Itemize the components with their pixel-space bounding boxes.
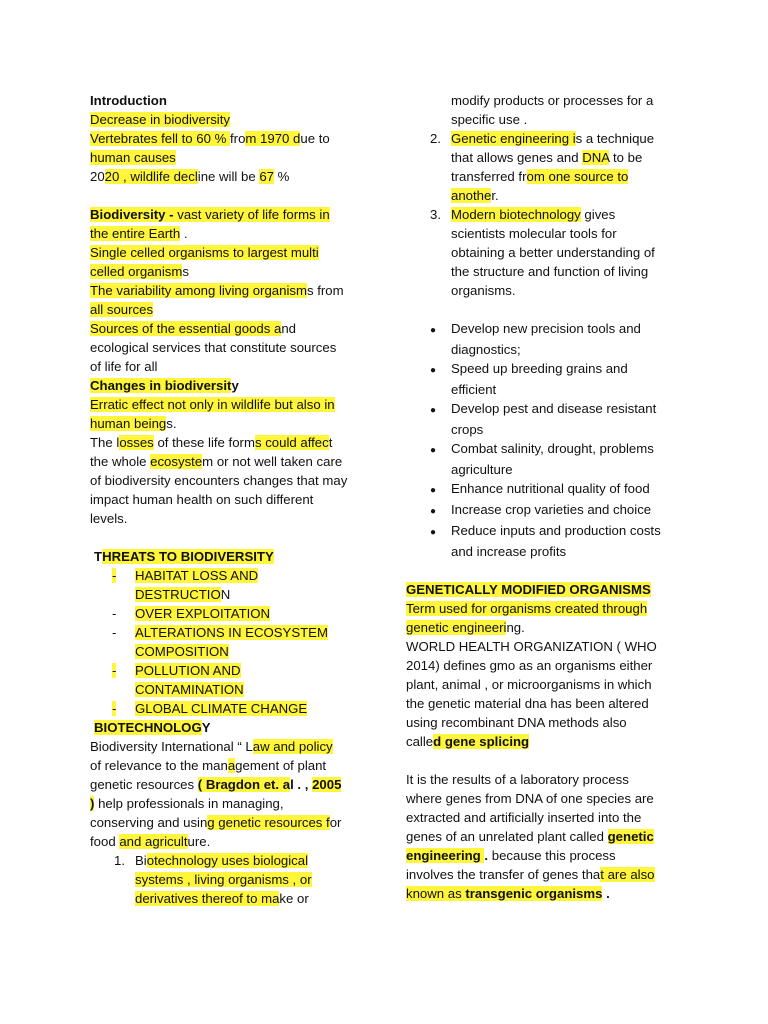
bullet-item-cont: and increase profits [451, 544, 567, 559]
bullet-item: ● Develop pest and disease resistant [406, 399, 686, 420]
bi-line-2: of relevance to the management of plant [90, 758, 327, 773]
bullet-item-cont: crops [451, 422, 484, 437]
variability-line-cont: all sources [90, 302, 154, 317]
bullet-icon: ● [430, 365, 437, 376]
erratic-line: Erratic effect not only in wildlife but also in [90, 397, 335, 412]
bullet-icon: ● [430, 527, 437, 538]
item-1-continuation-end: specific use . [451, 112, 528, 127]
numbered-item-3-cont-3: the structure and function of living [451, 264, 649, 279]
sources-line: Sources of the essential goods and [90, 321, 297, 336]
who-line-5: using recombinant DNA methods also [406, 715, 627, 730]
bullet-item: ● Increase crop varieties and choice [406, 500, 686, 521]
changes-heading: Changes in biodiversity [90, 378, 239, 393]
bullet-item-cont: efficient [451, 382, 497, 397]
bi-line-6: food and agriculture. [90, 834, 211, 849]
threat-item: - HABITAT LOSS AND [90, 566, 375, 585]
numbered-item-2: 2. Genetic engineering is a technique [430, 131, 655, 146]
bullet-item: ● Combat salinity, drought, problems [406, 439, 686, 460]
numbered-item-3-cont-2: obtaining a better understanding of [451, 245, 655, 260]
gmo-line-2: genetic engineering. [406, 620, 525, 635]
dash-marker: - [112, 701, 117, 716]
result-line-6: involves the transfer of genes that are also [406, 867, 655, 882]
right-column [406, 91, 686, 903]
numbered-item-1: 1. Biotechnology uses biological [114, 853, 309, 868]
losses-line-5: levels. [90, 511, 128, 526]
result-line-7: known as transgenic organisms . [406, 886, 610, 901]
human-causes-line: human causes [90, 150, 176, 165]
result-line-4: genes of an unrelated plant called genetic [406, 829, 654, 844]
threat-item: - POLLUTION AND [90, 661, 375, 680]
bullet-item: ● Enhance nutritional quality of food [406, 479, 686, 500]
losses-line-2: the whole ecosystem or not well taken care [90, 454, 343, 469]
bullet-list [406, 319, 686, 561]
threats-list [90, 566, 375, 718]
bi-line-5: conserving and using genetic resources for [90, 815, 342, 830]
threat-item-cont: CONTAMINATION [135, 682, 244, 697]
year-2020-line: 2020 , wildlife decline will be 67 % [90, 169, 290, 184]
sources-line-end: of life for all [90, 359, 158, 374]
bullet-icon: ● [430, 485, 437, 496]
result-line-3: extracted and artificially inserted into the [406, 810, 642, 825]
gmo-line-1: Term used for organisms created through [406, 601, 648, 616]
result-line-1: It is the results of a laboratory process [406, 772, 629, 787]
threat-item-cont: DESTRUCTION [135, 587, 231, 602]
left-column [90, 91, 375, 908]
losses-line-4: impact human health on such different [90, 492, 314, 507]
who-line-1: WORLD HEALTH ORGANIZATION ( WHO [406, 639, 657, 654]
threat-item: - GLOBAL CLIMATE CHANGE [90, 699, 375, 718]
who-line-2: 2014) defines gmo as an organisms either [406, 658, 653, 673]
numbered-item-3: 3. Modern biotechnology gives [430, 207, 616, 222]
who-line-4: the genetic material dna has been altered [406, 696, 649, 711]
numbered-item-2-cont-2: transferred from one source to [451, 169, 629, 184]
bullet-item-cont: agriculture [451, 462, 513, 477]
numbered-item-1-end: derivatives thereof to make or [135, 891, 309, 906]
bullet-icon: ● [430, 445, 437, 456]
numbered-item-2-end: another. [451, 188, 499, 203]
bi-line-4: ) help professionals in managing, [90, 796, 284, 811]
dash-marker: - [112, 568, 117, 583]
bullet-icon: ● [430, 405, 437, 416]
bullet-item: ● Develop new precision tools and [406, 319, 686, 340]
bi-line-3: genetic resources ( Bragdon et. al . , 2005 [90, 777, 342, 792]
who-line-6: called gene splicing [406, 734, 530, 749]
dash-marker: - [112, 663, 117, 678]
result-line-2: where genes from DNA of one species are [406, 791, 654, 806]
gmo-heading: GENETICALLY MODIFIED ORGANISMS [406, 582, 651, 597]
single-celled-line-cont: celled organisms [90, 264, 189, 279]
bullet-item-cont: diagnostics; [451, 342, 521, 357]
numbered-item-1-cont: systems , living organisms , or [135, 872, 312, 887]
single-celled-line: Single celled organisms to largest multi [90, 245, 319, 260]
bi-line-1: Biodiversity International “ Law and policy [90, 739, 333, 754]
variability-line: The variability among living organisms from [90, 283, 344, 298]
bullet-item: ● Reduce inputs and production costs [406, 521, 686, 542]
dash-marker: - [112, 606, 117, 621]
dash-marker: - [112, 625, 117, 640]
threat-item: - OVER EXPLOITATION [90, 604, 375, 623]
numbered-item-3-cont: scientists molecular tools for [451, 226, 617, 241]
threats-heading: THREATS TO BIODIVERSITY [94, 549, 274, 564]
item-1-continuation: modify products or processes for a [451, 93, 654, 108]
biodiversity-definition: Biodiversity - vast variety of life forms in [90, 207, 330, 222]
losses-line-3: of biodiversity encounters changes that may [90, 473, 348, 488]
result-line-5: engineering . because this process [406, 848, 616, 863]
threat-item: - ALTERATIONS IN ECOSYSTEM [90, 623, 375, 642]
sources-line-cont: ecological services that constitute sources [90, 340, 337, 355]
bullet-item: ● Speed up breeding grains and [406, 359, 686, 380]
who-line-3: plant, animal , or microorganisms in which [406, 677, 652, 692]
bullet-icon: ● [430, 506, 437, 517]
vertebrates-line: Vertebrates fell to 60 % from 1970 due to [90, 131, 330, 146]
intro-heading: Introduction [90, 93, 167, 108]
biodiversity-definition-cont: the entire Earth . [90, 226, 188, 241]
decrease-line: Decrease in biodiversity [90, 112, 230, 127]
erratic-line-cont: human beings. [90, 416, 177, 431]
losses-line: The losses of these life forms could affect [90, 435, 333, 450]
numbered-item-2-cont: that allows genes and DNA to be [451, 150, 643, 165]
bullet-icon: ● [430, 325, 437, 336]
biotech-heading: BIOTECHNOLOGY [94, 720, 211, 735]
numbered-item-3-end: organisms. [451, 283, 516, 298]
threat-item-cont: COMPOSITION [135, 644, 229, 659]
